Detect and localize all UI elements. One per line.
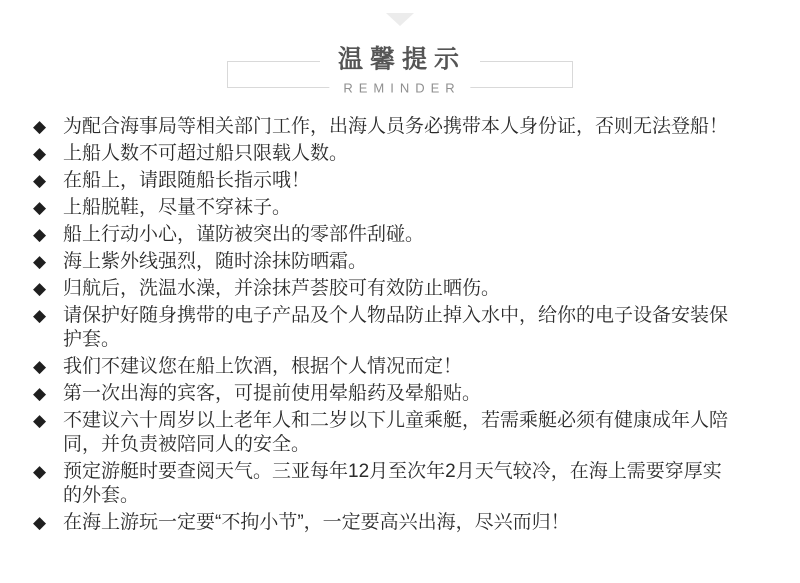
- diamond-bullet-icon: ◆: [33, 513, 47, 532]
- list-item: [33, 115, 735, 139]
- list-item-text: 为配合海事局等相关部门工作，出海人员务必携带本人身份证，否则无法登船！: [63, 116, 729, 137]
- list-item: [33, 169, 735, 193]
- diamond-bullet-icon: ◆: [33, 144, 47, 163]
- list-item-text: 上船人数不可超过船只限载人数。: [63, 143, 349, 164]
- list-item: [33, 409, 735, 457]
- list-item-text: 船上行动小心，谨防被突出的零部件刮碰。: [63, 224, 425, 245]
- list-item: [33, 223, 735, 247]
- diamond-bullet-icon: ◆: [33, 384, 47, 403]
- diamond-bullet-icon: ◆: [33, 411, 47, 430]
- list-item-text: 归航后，洗温水澡，并涂抹芦荟胶可有效防止晒伤。: [63, 278, 501, 299]
- triangle-down-icon: [386, 13, 414, 26]
- list-item: [33, 355, 735, 379]
- diamond-bullet-icon: ◆: [33, 252, 47, 271]
- header-frame: [227, 45, 573, 96]
- list-item: [33, 304, 735, 352]
- list-item-text: 在船上，请跟随船长指示哦！: [63, 170, 311, 191]
- list-item-text: 预定游艇时要查阅天气。三亚每年12月至次年2月天气较冷，在海上需要穿厚实的外套。: [63, 461, 722, 506]
- list-item-text: 不建议六十周岁以上老年人和二岁以下儿童乘艇，若需乘艇必须有健康成年人陪同，并负责被陪同人的安全。: [63, 410, 729, 455]
- diamond-bullet-icon: ◆: [33, 171, 47, 190]
- list-item-text: 在海上游玩一定要“不拘小节”，一定要高兴出海，尽兴而归！: [63, 512, 570, 533]
- diamond-bullet-icon: ◆: [33, 306, 47, 325]
- list-item: [33, 277, 735, 301]
- list-item: [33, 460, 735, 508]
- page-title: 温馨提示: [320, 47, 480, 74]
- list-item: [33, 196, 735, 220]
- list-item: [33, 382, 735, 406]
- page-subtitle: REMINDER: [329, 81, 470, 96]
- diamond-bullet-icon: ◆: [33, 462, 47, 481]
- list-item: [33, 250, 735, 274]
- diamond-bullet-icon: ◆: [33, 225, 47, 244]
- diamond-bullet-icon: ◆: [33, 279, 47, 298]
- list-item-text: 第一次出海的宾客，可提前使用晕船药及晕船贴。: [63, 383, 482, 404]
- list-item: [33, 142, 735, 166]
- list-item-text: 上船脱鞋，尽量不穿袜子。: [63, 197, 292, 218]
- diamond-bullet-icon: ◆: [33, 117, 47, 136]
- list-item-text: 请保护好随身携带的电子产品及个人物品防止掉入水中，给你的电子设备安装保护套。: [63, 305, 729, 350]
- list-item: [33, 511, 735, 535]
- list-item-text: 海上紫外线强烈，随时涂抹防晒霜。: [63, 251, 368, 272]
- list-item-text: 我们不建议您在船上饮酒，根据个人情况而定！: [63, 356, 463, 377]
- diamond-bullet-icon: ◆: [33, 198, 47, 217]
- reminder-list: [33, 115, 735, 538]
- diamond-bullet-icon: ◆: [33, 357, 47, 376]
